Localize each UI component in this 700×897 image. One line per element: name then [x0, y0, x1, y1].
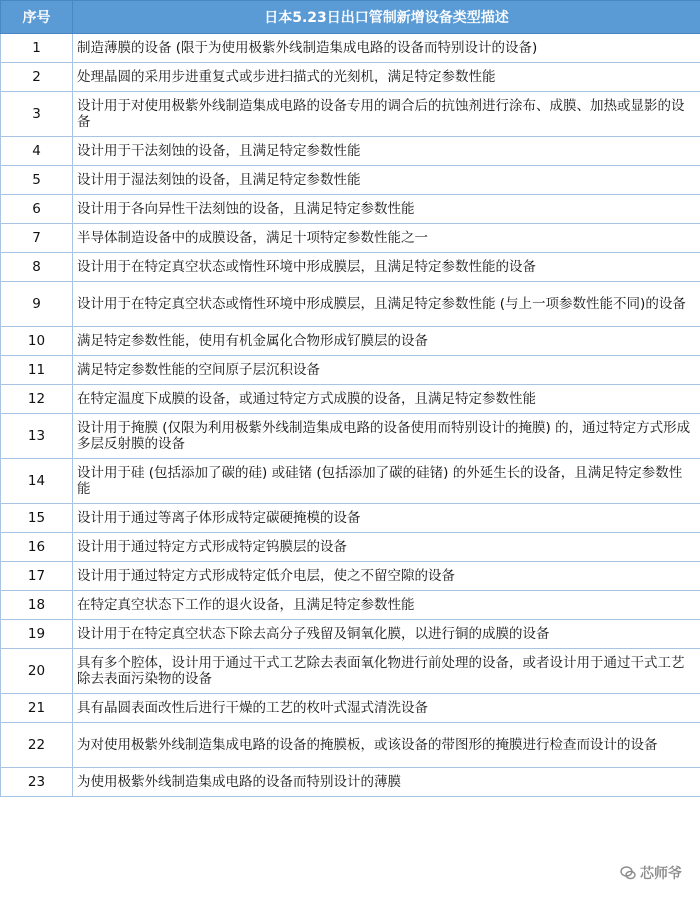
table-row	[1, 224, 700, 253]
row-description: 设计用于在特定真空状态或惰性环境中形成膜层，且满足特定参数性能的设备	[73, 253, 700, 282]
table-row	[1, 282, 700, 327]
table-row	[1, 34, 700, 63]
table-row	[1, 504, 700, 533]
row-description: 满足特定参数性能的空间原子层沉积设备	[73, 356, 700, 385]
row-serial: 18	[1, 591, 73, 620]
row-serial: 10	[1, 327, 73, 356]
row-description: 具有多个腔体，设计用于通过干式工艺除去表面氧化物进行前处理的设备，或者设计用于通过干式工艺除去表面污染物的设备	[73, 649, 700, 694]
watermark	[620, 863, 682, 883]
row-serial: 3	[1, 92, 73, 137]
row-serial: 8	[1, 253, 73, 282]
row-description: 设计用于通过特定方式形成特定钨膜层的设备	[73, 533, 700, 562]
row-description: 设计用于干法刻蚀的设备，且满足特定参数性能	[73, 137, 700, 166]
row-description: 设计用于掩膜 (仅限为利用极紫外线制造集成电路的设备使用而特别设计的掩膜) 的，通过特定方式形成多层反射膜的设备	[73, 414, 700, 459]
row-description: 设计用于对使用极紫外线制造集成电路的设备专用的调合后的抗蚀剂进行涂布、成膜、加热或显影的设备	[73, 92, 700, 137]
row-serial: 14	[1, 459, 73, 504]
table-row	[1, 414, 700, 459]
header-description: 日本5.23日出口管制新增设备类型描述	[73, 1, 700, 34]
table-row	[1, 620, 700, 649]
row-description: 设计用于各向异性干法刻蚀的设备，且满足特定参数性能	[73, 195, 700, 224]
table-header-row	[1, 1, 700, 34]
row-serial: 13	[1, 414, 73, 459]
table-row	[1, 562, 700, 591]
row-description: 半导体制造设备中的成膜设备，满足十项特定参数性能之一	[73, 224, 700, 253]
wechat-icon	[620, 865, 636, 881]
table-row	[1, 723, 700, 768]
row-serial: 21	[1, 694, 73, 723]
table-row	[1, 459, 700, 504]
row-description: 为对使用极紫外线制造集成电路的设备的掩膜板，或该设备的带图形的掩膜进行检查而设计的设备	[73, 723, 700, 768]
row-serial: 19	[1, 620, 73, 649]
table-row	[1, 649, 700, 694]
row-serial: 5	[1, 166, 73, 195]
table-row	[1, 195, 700, 224]
header-serial: 序号	[1, 1, 73, 34]
table-row	[1, 768, 700, 797]
row-description: 为使用极紫外线制造集成电路的设备而特别设计的薄膜	[73, 768, 700, 797]
row-serial: 20	[1, 649, 73, 694]
row-serial: 9	[1, 282, 73, 327]
row-serial: 16	[1, 533, 73, 562]
table-row	[1, 166, 700, 195]
row-description: 满足特定参数性能，使用有机金属化合物形成钌膜层的设备	[73, 327, 700, 356]
row-description: 具有晶圆表面改性后进行干燥的工艺的枚叶式湿式清洗设备	[73, 694, 700, 723]
table-row	[1, 253, 700, 282]
table-row	[1, 533, 700, 562]
row-serial: 4	[1, 137, 73, 166]
row-serial: 23	[1, 768, 73, 797]
row-description: 处理晶圆的采用步进重复式或步进扫描式的光刻机，满足特定参数性能	[73, 63, 700, 92]
row-description: 设计用于在特定真空状态或惰性环境中形成膜层，且满足特定参数性能 (与上一项参数性能不同)的设备	[73, 282, 700, 327]
row-description: 设计用于通过特定方式形成特定低介电层，使之不留空隙的设备	[73, 562, 700, 591]
row-serial: 15	[1, 504, 73, 533]
row-description: 设计用于湿法刻蚀的设备，且满足特定参数性能	[73, 166, 700, 195]
row-serial: 11	[1, 356, 73, 385]
row-description: 在特定温度下成膜的设备，或通过特定方式成膜的设备，且满足特定参数性能	[73, 385, 700, 414]
table-row	[1, 591, 700, 620]
row-description: 设计用于通过等离子体形成特定碳硬掩模的设备	[73, 504, 700, 533]
table-row	[1, 137, 700, 166]
row-description: 在特定真空状态下工作的退火设备，且满足特定参数性能	[73, 591, 700, 620]
row-serial: 12	[1, 385, 73, 414]
table-row	[1, 356, 700, 385]
row-description: 设计用于硅 (包括添加了碳的硅) 或硅锗 (包括添加了碳的硅锗) 的外延生长的设备，且满足特定参数性能	[73, 459, 700, 504]
row-serial: 6	[1, 195, 73, 224]
row-serial: 17	[1, 562, 73, 591]
watermark-text: 芯师爷	[640, 866, 682, 882]
table-row	[1, 327, 700, 356]
table-row	[1, 92, 700, 137]
row-description: 设计用于在特定真空状态下除去高分子残留及铜氧化膜，以进行铜的成膜的设备	[73, 620, 700, 649]
row-serial: 7	[1, 224, 73, 253]
row-description: 制造薄膜的设备 (限于为使用极紫外线制造集成电路的设备而特别设计的设备)	[73, 34, 700, 63]
row-serial: 1	[1, 34, 73, 63]
row-serial: 2	[1, 63, 73, 92]
table-row	[1, 385, 700, 414]
table-row	[1, 694, 700, 723]
row-serial: 22	[1, 723, 73, 768]
table-row	[1, 63, 700, 92]
